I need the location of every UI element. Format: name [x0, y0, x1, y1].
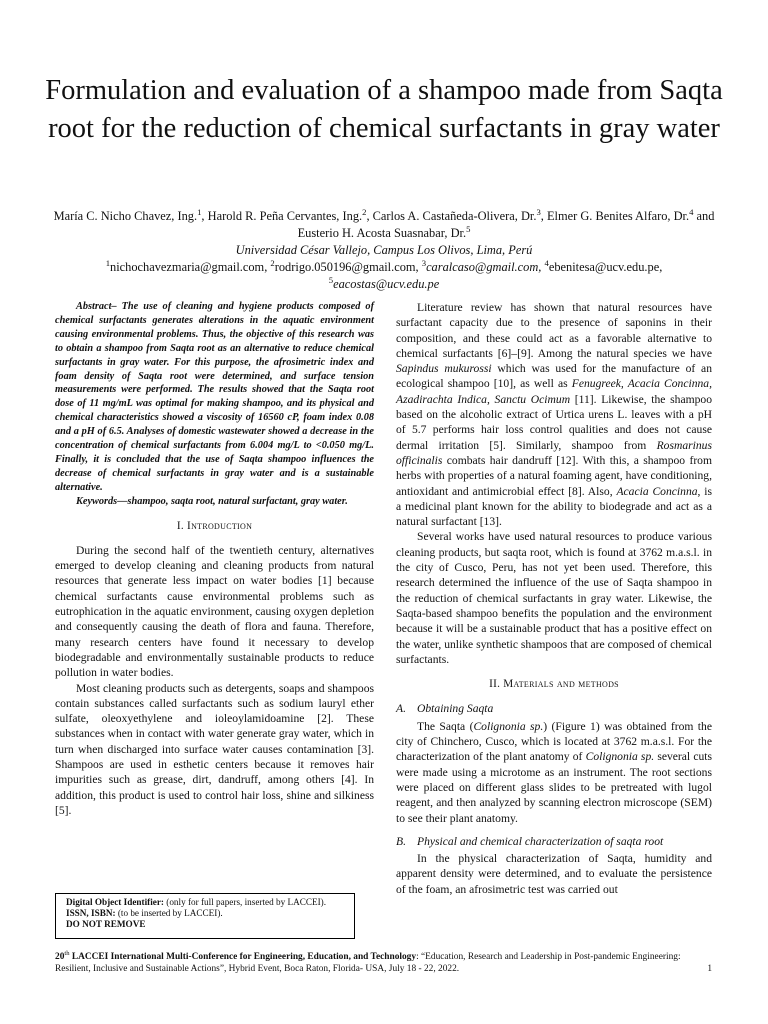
subsection-b-letter: B.	[396, 834, 406, 848]
doi-note: (only for full papers, inserted by LACCEI).	[163, 897, 327, 907]
author-5: and Eusterio H. Acosta Suasnabar, Dr.	[297, 209, 715, 240]
section-heading-introduction: I. Introduction	[176, 519, 253, 532]
lit-text-i: , is a medicinal plant known for the ability to biodegrade and act as a natural surfactant [13].	[396, 484, 713, 529]
works-paragraph: Several works have used natural resources to produce various cleaning products, but saqta root, which is found at 3762 m.a.s.l. in the city of Cusco, Peru, has not yet been used. Therefore, this research determined the influence of the use of Saqta shampoo in the reduction of chemical surfactants in gray water. Likewise, the Saqta-based shampoo benefits the population and the environment because it will be a sustainable product that has a positive effect on the water, unlike synthetic shampoos that are composed of chemical surfactants.	[396, 530, 712, 666]
lit-text-c: which was used for the manufacture of an ecological shampoo [10], as well as	[396, 362, 712, 391]
author-list	[40, 208, 728, 242]
subsection-a-title: Obtaining Saqta	[417, 702, 494, 716]
issn-note: (to be inserted by LACCEI).	[115, 908, 223, 918]
subsection-a-letter: A.	[396, 702, 406, 716]
author-1-sup: 1	[197, 206, 202, 217]
author-3-sup: 3	[536, 206, 541, 217]
doi-line	[66, 897, 344, 908]
email-4-sup: 4	[544, 257, 549, 268]
obt-species-1: Colignonia sp.	[473, 719, 544, 733]
email-1: nichochavezmaria@gmail.com,	[110, 260, 271, 274]
footer-conf-name: LACCEI International Multi-Conference for Engineering, Education, and Technology	[69, 952, 417, 962]
author-3: , Carlos A. Castañeda-Olivera, Dr.	[366, 209, 537, 223]
author-block	[40, 208, 728, 293]
email-2: rodrigo.050196@gmail.com,	[274, 260, 422, 274]
author-5-sup: 5	[466, 223, 471, 234]
author-4: , Elmer G. Benites Alfaro, Dr.	[540, 209, 690, 223]
obt-text-a: The Saqta (	[417, 719, 474, 733]
obt-text-e: several cuts were made using a microtome as an instrument. The root sections were placed on different glass slides to be pretreated with lugol reagent, and then analyzed by scanning electron microscope (SEM) to see their plant anatomy.	[396, 750, 712, 825]
subsection-b-title: Physical and chemical characterization of saqta root	[417, 834, 664, 848]
author-2-sup: 2	[362, 206, 367, 217]
email-4: ebenitesa@ucv.edu.pe,	[548, 260, 663, 274]
footer-conf-details: : “Education, Research and Leadership in Post-pandemic Engineering: Resilient, Inclusive and Sustainable Actions”, Hybrid Event, Boca Raton, Florida- USA, July 18 - 22, 2022.	[55, 952, 681, 974]
page-number: 1	[707, 964, 712, 974]
lit-text-e: [11]. Likewise, the shampoo based on the alcoholic extract of Urtica urens L. leaves with a pH of 5.7 performs hair loss control qualities and does not cause dermal irritation [5]. Similarly, shampoo from	[396, 392, 712, 452]
obtaining-paragraph	[396, 719, 712, 826]
lit-text-a: Literature review has shown that natural resources have surfactant capacity due to the presence of saponins in their composition, and these could act as a favorable alternative to chemical surfactants [6]–[9]. Among the natural species we have	[396, 301, 712, 360]
left-column	[55, 300, 374, 818]
footer-conf-sup: th	[64, 949, 70, 957]
email-5-sup: 5	[328, 274, 334, 285]
email-1-sup: 1	[105, 257, 111, 268]
keywords: Keywords—shampoo, saqta root, natural surfactant, gray water.	[76, 495, 348, 507]
intro-paragraph-2: Most cleaning products such as detergents, soaps and shampoos contain substances called surfactants such as sodium lauryl ether sulfate, oleoxyethylene and ioleoylamidoamine [2]. These substances when in contact with water generate gray water, which in turn when discharged into surface water causes contamination [3]. Shampoos are used in esthetic centers because it removes hair impurities such as grease, dirt, dandruff, among others [4]. In addition, this product is used to control hair loss, shine and silkiness [5].	[55, 681, 374, 817]
lit-species-2: Fenugreek, Acacia Concinna, Azadirachta Indica, Sanctu Ocimum	[396, 377, 712, 406]
right-column	[396, 300, 712, 897]
obt-text-c: ) (Figure 1) was obtained from the city of Chinchero, Cusco, which is located at 3762 m.a.s.l. For the characterization of the plant anatomy of	[396, 719, 712, 764]
abstract: Abstract– The use of cleaning and hygiene products composed of chemical surfactants generates alterations in the aquatic environment causing environmental problems. Thus, the objective of this research was to obtain a shampoo from Saqta root as an alternative to reduce chemical surfactants in gray water. For this purpose, the afrosimetric index and foam density of Saqta root were determined, and surface tension measurements were performed. The results showed that the Saqta root dose of 11 mg/mL was optimal for making shampoo, and its physical and chemical characteristics showed a viscosity of 16560 cP, foam index 0.08 and a pH of 6.5. Analyses of domestic wastewater showed a decrease in the concentration of chemical surfactants from 6.004 mg/L to <0.050 mg/L. Finally, it is concluded that the use of Saqta shampoo influences the decrease of chemical surfactants in gray water and is a sustainable alternative.	[55, 301, 374, 493]
email-2-sup: 2	[270, 257, 275, 268]
doi-label: Digital Object Identifier:	[66, 897, 164, 907]
lit-text-g: combats hair dandruff [12]. With this, a shampoo from herbs with properties of a natural foaming agent, have conditioning, antioxidant and antimicrobial effect [8]. Also,	[396, 453, 712, 498]
footer-conf-number: 20	[55, 952, 65, 962]
do-not-remove-text: DO NOT REMOVE	[66, 919, 146, 929]
literature-paragraph	[396, 300, 712, 529]
lit-species-3: Rosmarinus officinalis	[396, 438, 712, 467]
subsection-b-heading	[396, 834, 712, 849]
email-5: eacostas@ucv.edu.pe	[333, 277, 440, 291]
issn-label: ISSN, ISBN:	[66, 908, 116, 918]
author-2: , Harold R. Peña Cervantes, Ing.	[201, 209, 363, 223]
page-footer	[55, 951, 712, 975]
author-1: María C. Nicho Chavez, Ing.	[53, 209, 198, 223]
issn-line	[66, 908, 344, 919]
intro-paragraph-1: During the second half of the twentieth century, alternatives emerged to develop cleaning and cleaning products from natural resources that generate less impact on water bodies [1] because chemical surfactants cause environmental problems such as eutrophication in the aquatic environment, causing oxygen depletion and consequently causing the death of flora and fauna. Therefore, many research centers have found it necessary to develop biodegradable and environmentally sustainable products to reduce pollution in water bodies.	[55, 543, 374, 680]
author-4-sup: 4	[689, 206, 694, 217]
email-3-sup: 3	[421, 257, 427, 268]
obt-species-2: Colignonia sp.	[585, 750, 655, 764]
subsection-a-heading	[396, 701, 712, 716]
affiliation: Universidad César Vallejo, Campus Los Olivos, Lima, Perú	[235, 243, 533, 257]
characterization-paragraph: In the physical characterization of Saqta, humidity and apparent density were determined, and to evaluate the persistence of the foam, an afrosimetric test was carried out	[396, 852, 712, 896]
doi-box	[55, 893, 355, 939]
email-line-2	[40, 276, 728, 293]
lit-species-1: Sapindus mukurossi	[396, 362, 492, 376]
section-heading-methods: II. Materials and methods	[489, 678, 619, 691]
email-list	[40, 259, 728, 276]
email-3: caralcaso@gmail.com,	[426, 260, 545, 274]
paper-title: Formulation and evaluation of a shampoo made from Saqta root for the reduction of chemical surfactants in gray water	[45, 75, 723, 144]
lit-species-4: Acacia Concinna	[616, 484, 698, 498]
do-not-remove	[66, 919, 344, 930]
